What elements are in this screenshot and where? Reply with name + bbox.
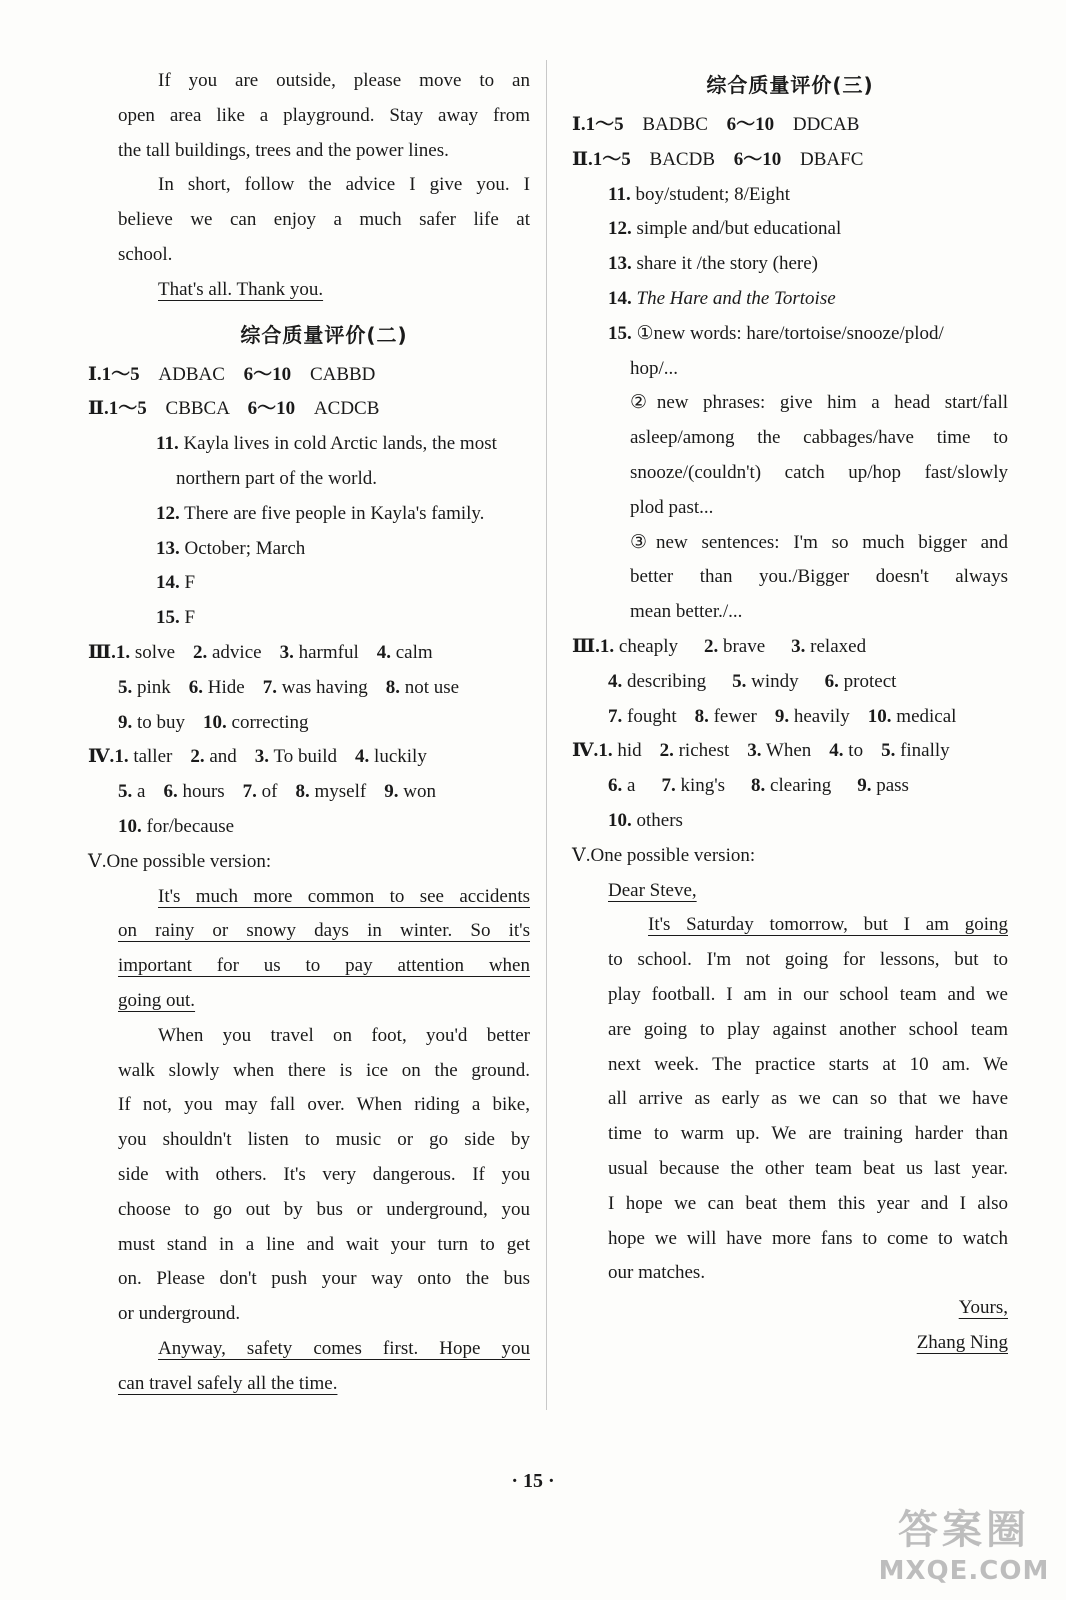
text-line: believe we can enjoy a much safer life at [118,209,530,231]
answer-row-3b: 5. pink 6. Hide 7. was having 8. not use [118,676,460,698]
text-line: If you are outside, please move to an [158,70,530,91]
answer-row-3b: 4. describing 5. windy 6. protect [608,670,897,692]
answer-row-3c: 9. to buy 10. correcting [118,711,309,733]
answer-row-3: Ⅲ.1. solve 2. advice 3. harmful 4. calm [88,641,433,663]
text-line: on rainy or snowy days in winter. So it's [118,920,530,942]
list-item: 12. simple and/but educational [608,218,842,240]
text-line: When you travel on foot, you'd better [158,1024,530,1046]
text-line [118,273,530,308]
text-line: all arrive as early as we can so that we have [608,1088,1008,1110]
text-line: plod past... [630,496,714,518]
underlined-sentence: That's all. Thank you. [158,278,324,300]
text-line: Anyway, safety comes first. Hope you [158,1337,530,1359]
text-line: important for us to pay attention when [118,955,530,977]
text-line: It's much more common to see accidents [158,885,530,907]
answer-row-5: Ⅴ.One possible version: [88,850,272,872]
item-15-continued [572,352,1008,630]
section-2-title: 综合质量评价(二) [240,322,408,347]
answer-row-1: Ⅰ.1～5 BADBC 6～10 DDCAB [572,114,860,135]
text-line: open area like a playground. Stay away from [118,104,530,126]
text-line: usual because the other team beat us last year. [608,1157,1008,1179]
essay-2 [118,880,530,1402]
answer-row-4: Ⅳ.1. hid 2. richest 3. When 4. to 5. finally [572,740,950,762]
list-item: 15. F [156,607,196,629]
text-line: going out. [118,989,196,1011]
text-line: hope we will have more fans to come to watch [608,1227,1008,1249]
answer-row-2: Ⅱ.1～5 BACDB 6～10 DBAFC [572,148,864,170]
right-column [572,64,1008,1361]
list-item: 14. F [156,572,196,594]
letter-signature: Zhang Ning [916,1331,1008,1353]
text-line: mean better./... [630,601,743,623]
text-line: choose to go out by bus or underground, you [118,1198,530,1220]
list-item: 11. Kayla lives in cold Arctic lands, the most [156,433,497,455]
letter-greeting: Dear Steve, [608,879,697,901]
watermark-logo [874,1504,1054,1592]
list-item: 12. There are five people in Kayla's family. [156,502,485,524]
text-line: are going to play against another school team [608,1018,1008,1040]
list-item: northern part of the world. [176,467,378,489]
text-line: can travel safely all the time. [118,1372,338,1394]
text-line: snooze/(couldn't) catch up/hop fast/slowly [630,461,1008,483]
text-line: In short, follow the advice I give you. I [158,174,530,196]
essay-continued [118,64,530,308]
text-line: play football. I am in our school team and we [608,983,1008,1005]
list-item: 13. October; March [156,537,306,559]
answer-row-4b: 5. a 6. hours 7. of 8. myself 9. won [118,781,436,803]
list-item: 13. share it /the story (here) [608,253,818,275]
text-line: you shouldn't listen to music or go side by [118,1129,530,1151]
text-line: ③new sentences: I'm so much bigger and [630,531,1008,553]
list-item: 15. ①new words: hare/tortoise/snooze/plod/ [608,322,944,344]
answer-row-4b: 6. a 7. king's 8. clearing 9. pass [608,775,909,797]
text-line: walk slowly when there is ice on the ground. [118,1059,530,1081]
text-line: better than you./Bigger doesn't always [630,566,1008,588]
text-line: ②new phrases: give him a head start/fall [630,392,1008,414]
answer-row-2: Ⅱ.1～5 CBBCA 6～10 ACDCB [88,398,380,420]
watermark-url: MXQE.COM [878,1556,1050,1586]
text-line: to school. I'm not going for lessons, but to [608,949,1008,971]
answer-row-4c: 10. for/because [118,815,235,837]
watermark-text: 答案圈 [898,1507,1030,1553]
text-line: If not, you may fall over. When riding a bike, [118,1094,530,1116]
text-line: It's Saturday tomorrow, but I am going [648,914,1008,936]
text-line: the tall buildings, trees and the power lines. [118,139,449,161]
answer-row-3: Ⅲ.1. cheaply 2. brave 3. relaxed [572,635,867,657]
list-item: 14. The Hare and the Tortoise [608,287,836,309]
text-line: side with others. It's very dangerous. If you [118,1163,530,1185]
answer-row-1: Ⅰ.1～5 ADBAC 6～10 CABBD [88,363,376,385]
answer-row-3c: 7. fought 8. fewer 9. heavily 10. medical [608,705,957,727]
list-item: 11. boy/student; 8/Eight [608,183,791,205]
text-line: on. Please don't push your way onto the bus [118,1268,530,1290]
text-line: next week. The practice starts at 10 am. We [608,1053,1008,1075]
text-line: hop/... [630,357,679,379]
letter-closing: Yours, [958,1297,1008,1319]
column-divider [546,60,547,1410]
text-line: time to warm up. We are training harder than [608,1123,1008,1145]
text-line: school. [118,243,173,265]
answer-row-4c: 10. others [608,809,683,831]
letter [572,874,1008,1361]
text-line: must stand in a line and wait your turn to get [118,1233,530,1255]
section-3-answers [572,108,1008,1361]
section-2-answers [88,358,530,1402]
left-column [88,64,530,1401]
answer-row-5: Ⅴ.One possible version: [572,844,756,866]
text-line: asleep/among the cabbages/have time to [630,427,1008,449]
text-line: or underground. [118,1303,241,1325]
section-3-title: 综合质量评价(三) [706,73,874,97]
page-number: · 15 · [511,1470,555,1492]
answer-row-4: Ⅳ.1. taller 2. and 3. To build 4. luckily [88,746,427,768]
text-line: I hope we can beat them this year and I also [608,1192,1008,1214]
text-line: our matches. [608,1262,706,1284]
